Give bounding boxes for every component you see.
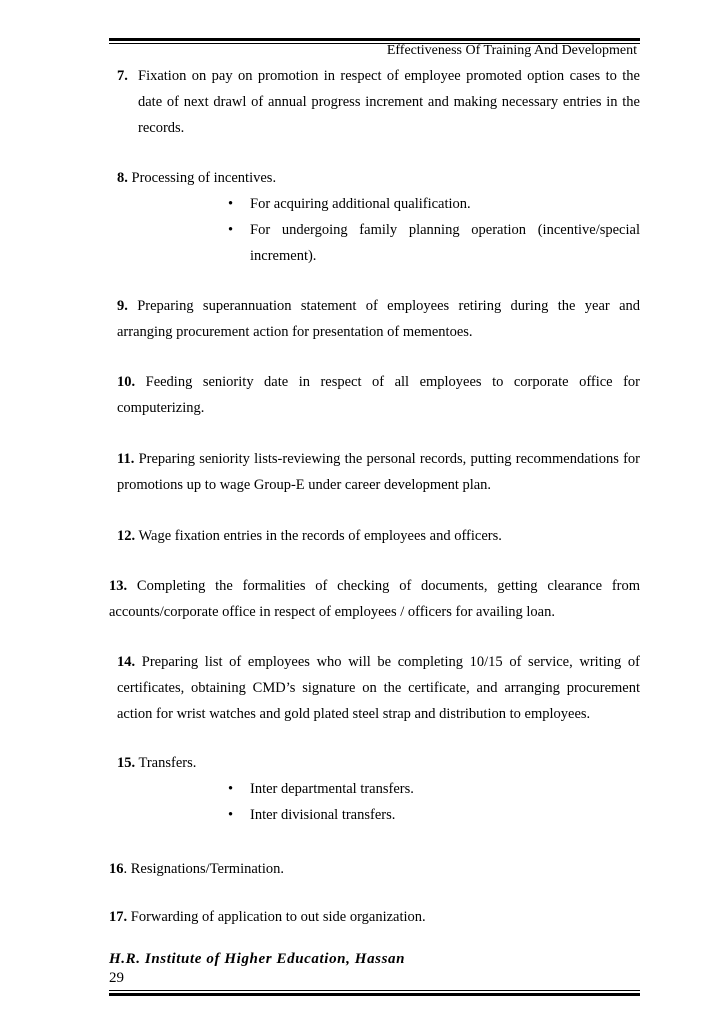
footer-rule-thick: [109, 993, 640, 996]
footer-rule-thin: [109, 990, 640, 991]
item-text: Fixation on pay on promotion in respect of employee promoted option cases to the date of next drawl of annual progress increment and making necessary entries in the records.: [138, 68, 640, 136]
item-text: . Resignations/Termination.: [123, 861, 284, 877]
list-item-16: [109, 856, 640, 882]
item-number: 10.: [117, 374, 136, 390]
list-item-7: [117, 63, 640, 141]
bullet-icon: •: [228, 807, 234, 823]
item-text: Transfers.: [138, 755, 197, 771]
list-item-11: [117, 446, 640, 498]
item-text: Wage fixation entries in the records of employees and officers.: [138, 528, 502, 544]
list-item-10: [117, 369, 640, 421]
bullet-icon: •: [228, 196, 234, 212]
bullet-item: [228, 776, 640, 802]
page-number: 29: [109, 970, 124, 986]
item-number: 11.: [117, 451, 135, 467]
item-number: 17.: [109, 909, 128, 925]
item-text: Forwarding of application to out side organization.: [130, 909, 426, 925]
item-text: Completing the formalities of checking of documents, getting clearance from accounts/corporate office in respect of employees / officers for availing loan.: [109, 578, 641, 620]
item-number: 12.: [117, 528, 136, 544]
item-number: 14.: [117, 654, 136, 670]
bullet-item: [228, 802, 640, 828]
item-number: 9.: [117, 298, 128, 314]
item-text: Preparing list of employees who will be completing 10/15 of service, writing of certificates, obtaining CMD’s signature on the certificate, and arranging procurement action for wrist watches and gold plated steel strap and distribution to employees.: [117, 654, 641, 722]
item-number: 16: [109, 861, 124, 877]
footer-institute-name: H.R. Institute of Higher Education, Hassan: [109, 951, 406, 967]
bullet-text: For acquiring additional qualification.: [250, 196, 471, 212]
header-rule-thick: [109, 38, 640, 41]
bullet-icon: •: [228, 222, 234, 238]
bullet-text: Inter divisional transfers.: [250, 807, 396, 823]
item-number: 15.: [117, 755, 136, 771]
bullet-item: [228, 217, 640, 269]
list-item-15: [117, 750, 640, 776]
bullet-item: [228, 191, 640, 217]
bullet-icon: •: [228, 781, 234, 797]
item-text: Feeding seniority date in respect of all employees to corporate office for computerizing.: [117, 374, 641, 416]
item-number: 7.: [117, 68, 128, 84]
item-text: Preparing superannuation statement of employees retiring during the year and arranging procurement action for presentation of mementoes.: [117, 298, 641, 340]
list-item-9: [117, 293, 640, 345]
running-header-title: Effectiveness Of Training And Development: [386, 43, 637, 58]
item-number: 8.: [117, 170, 128, 186]
bullet-text: For undergoing family planning operation (incentive/special increment).: [250, 222, 640, 264]
item-text: Processing of incentives.: [131, 170, 277, 186]
list-item-14: [117, 649, 640, 727]
bullet-text: Inter departmental transfers.: [250, 781, 414, 797]
list-item-8: [117, 165, 640, 191]
list-item-13: [109, 573, 640, 625]
item-text: Preparing seniority lists-reviewing the personal records, putting recommendations for promotions up to wage Group-E under career development plan.: [117, 451, 641, 493]
item-number: 13.: [109, 578, 128, 594]
list-item-12: [117, 523, 640, 549]
list-item-17: [109, 904, 640, 930]
